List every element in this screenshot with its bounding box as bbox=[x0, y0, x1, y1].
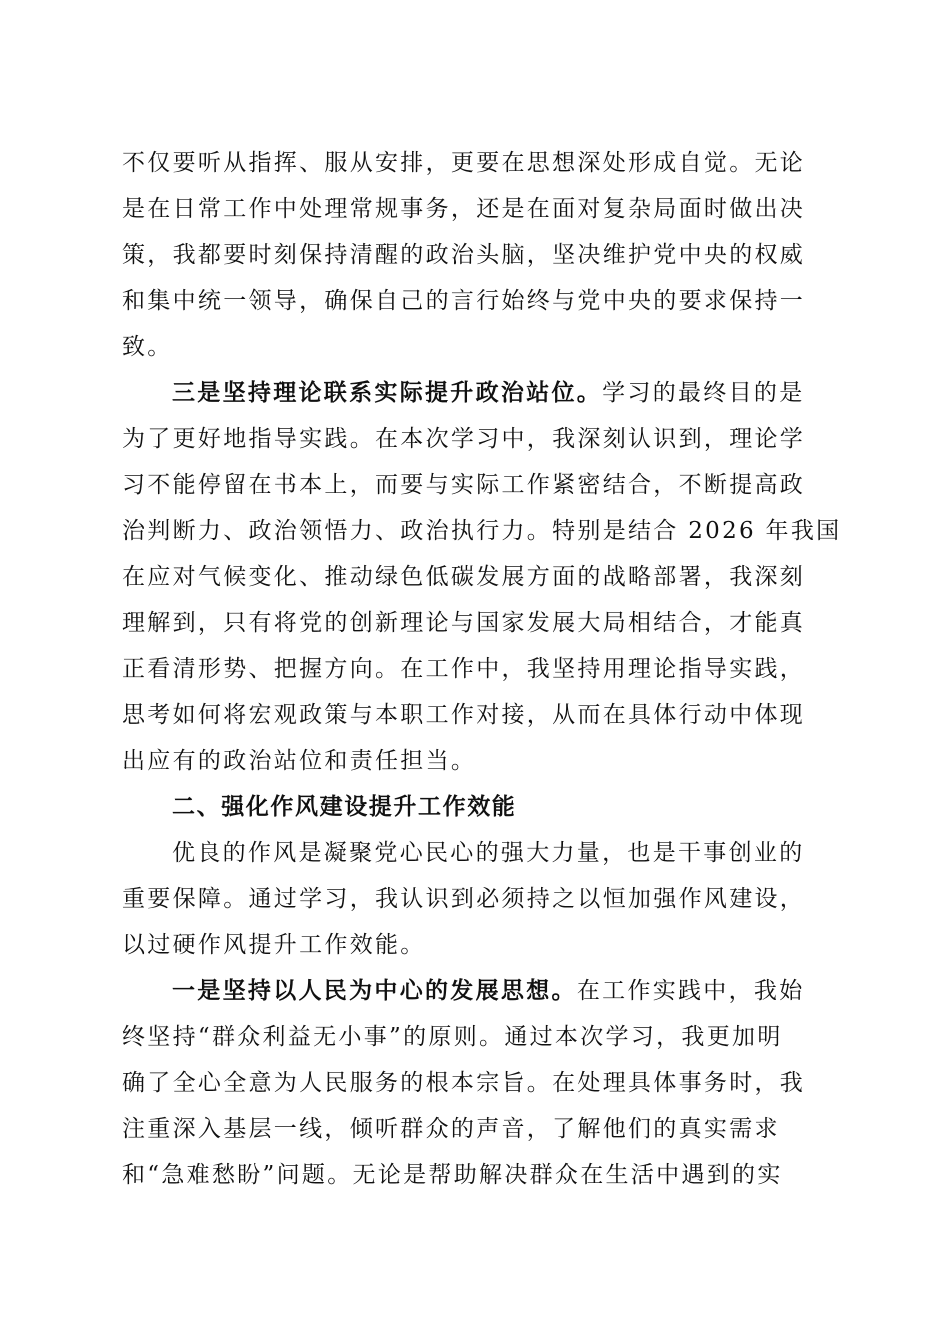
text-line: 在应对气候变化、推动绿色低碳发展方面的战略部署，我深刻 bbox=[122, 564, 806, 590]
text-line bbox=[122, 370, 822, 416]
text-line: 优良的作风是凝聚党心民心的强大力量，也是干事创业的 bbox=[172, 840, 805, 866]
text-line: 以过硬作风提升工作效能。 bbox=[122, 932, 426, 958]
text-line: 和集中统一领导，确保自己的言行始终与党中央的要求保持一 bbox=[122, 288, 806, 314]
text-line: 思考如何将宏观政策与本职工作对接，从而在具体行动中体现 bbox=[122, 702, 806, 728]
paragraph-political-discipline bbox=[122, 140, 822, 370]
text-line: 治判断力、政治领悟力、政治执行力。特别是结合 2026 年我国 bbox=[122, 518, 842, 544]
text-line: 终坚持“群众利益无小事”的原则。通过本次学习，我更加明 bbox=[122, 1024, 783, 1050]
document-body bbox=[122, 140, 842, 1198]
paragraph-theory-practice bbox=[122, 370, 842, 784]
text-line: 理解到，只有将党的创新理论与国家发展大局相结合，才能真 bbox=[122, 610, 806, 636]
section-heading: 二、强化作风建设提升工作效能 bbox=[172, 794, 517, 820]
text-line: 策，我都要时刻保持清醒的政治头脑，坚决维护党中央的权威 bbox=[122, 242, 806, 268]
paragraph-work-style-intro bbox=[122, 830, 822, 968]
text-line bbox=[122, 968, 822, 1014]
text-line: 重要保障。通过学习，我认识到必须持之以恒加强作风建设， bbox=[122, 886, 806, 912]
paragraph-lead-rest: 在工作实践中，我始 bbox=[576, 978, 805, 1004]
paragraph-lead-bold: 三是坚持理论联系实际提升政治站位。 bbox=[172, 379, 603, 406]
paragraph-lead-rest: 学习的最终目的是 bbox=[602, 380, 805, 406]
paragraph-people-centered bbox=[122, 968, 822, 1198]
text-line: 注重深入基层一线，倾听群众的声音，了解他们的真实需求 bbox=[122, 1116, 780, 1142]
text-line: 为了更好地指导实践。在本次学习中，我深刻认识到，理论学 bbox=[122, 426, 806, 452]
text-line: 习不能停留在书本上，而要与实际工作紧密结合，不断提高政 bbox=[122, 472, 806, 498]
text-line: 不仅要听从指挥、服从安排，更要在思想深处形成自觉。无论 bbox=[122, 150, 806, 176]
paragraph-lead-bold: 一是坚持以人民为中心的发展思想。 bbox=[172, 977, 577, 1004]
text-line: 正看清形势、把握方向。在工作中，我坚持用理论指导实践， bbox=[122, 656, 806, 682]
text-line: 致。 bbox=[122, 334, 173, 360]
text-line: 和“急难愁盼”问题。无论是帮助解决群众在生活中遇到的实 bbox=[122, 1162, 783, 1188]
text-line: 出应有的政治站位和责任担当。 bbox=[122, 748, 477, 774]
text-line: 确了全心全意为人民服务的根本宗旨。在处理具体事务时，我 bbox=[122, 1070, 806, 1096]
text-line: 是在日常工作中处理常规事务，还是在面对复杂局面时做出决 bbox=[122, 196, 806, 222]
